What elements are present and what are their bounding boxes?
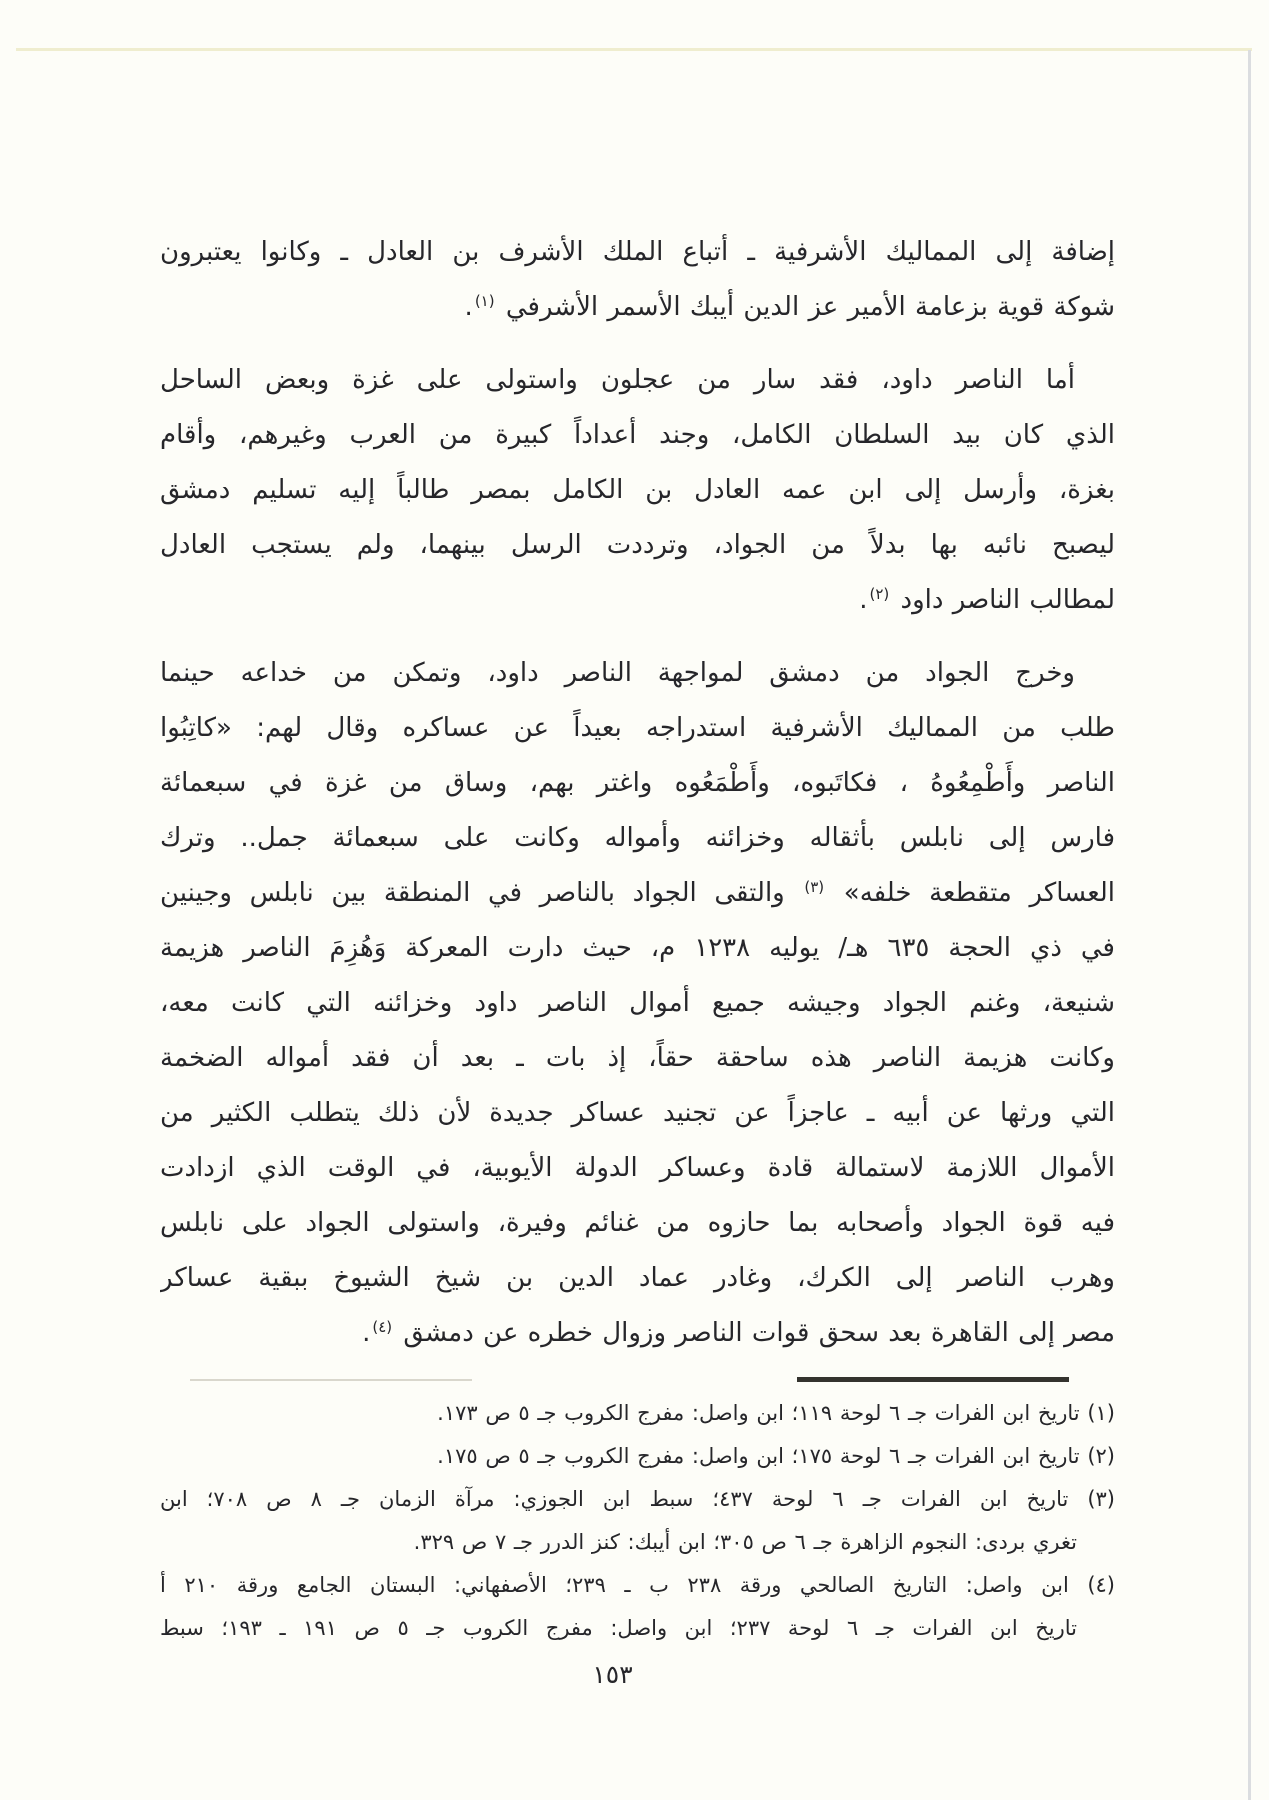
body-text: [160, 225, 1115, 1361]
footnote-3-line-2: تغري بردى: النجوم الزاهرة جـ ٦ ص ٣٠٥؛ ابن أيبك: كنز الدرر جـ ٧ ص ٣٢٩.: [413, 1530, 1077, 1554]
footnote-1: (١) تاريخ ابن الفرات جـ ٦ لوحة ١١٩؛ ابن واصل: مفرج الكروب جـ ٥ ص ١٧٣.: [437, 1401, 1115, 1425]
text-span: العساكر متقطعة خلفه»: [843, 878, 1115, 908]
text-line: التي ورثها عن أبيه ـ عاجزاً عن تجنيد عساكر جديدة لأن ذلك يتطلب الكثير من: [160, 1098, 1115, 1128]
page-edge-top: [16, 48, 1252, 51]
footnote-separator-faint: [190, 1379, 472, 1381]
text-span: شوكة قوية بزعامة الأمير عز الدين أيبك الأسمر الأشرفي: [505, 292, 1115, 322]
text-line: شنيعة، وغنم الجواد وجيشه جميع أموال الناصر داود وخزائنه التي كانت معه،: [160, 988, 1115, 1018]
text-line: ليصبح نائبه بها بدلاً من الجواد، وترددت الرسل بينهما، ولم يستجب العادل: [160, 530, 1115, 560]
text-span: .: [362, 1318, 371, 1348]
text-span: مصر إلى القاهرة بعد سحق قوات الناصر وزوال خطره عن دمشق: [403, 1318, 1115, 1348]
text-line: بغزة، وأرسل إلى ابن عمه العادل بن الكامل بمصر طالباً إليه تسليم دمشق: [160, 475, 1115, 505]
text-line: وهرب الناصر إلى الكرك، وغادر عماد الدين بن شيخ الشيوخ ببقية عساكر: [160, 1263, 1115, 1293]
text-line: فيه قوة الجواد وأصحابه بما حازوه من غنائم وفيرة، واستولى الجواد على نابلس: [160, 1208, 1115, 1238]
footnote-4-line-1: (٤) ابن واصل: التاريخ الصالحي ورقة ٢٣٨ ب ـ ٢٣٩؛ الأصفهاني: البستان الجامع ورقة ٢١٠ أ: [160, 1573, 1115, 1597]
footnotes: [160, 1392, 1115, 1650]
paragraph-3: [160, 646, 1115, 1361]
footnote-separator: [797, 1377, 1069, 1382]
text-span: .: [859, 585, 868, 615]
text-line: [160, 573, 1115, 628]
footnote-2: (٢) تاريخ ابن الفرات جـ ٦ لوحة ١٧٥؛ ابن واصل: مفرج الكروب جـ ٥ ص ١٧٥.: [437, 1444, 1115, 1468]
text-line: طلب من المماليك الأشرفية استدراجه بعيداً عن عساكره وقال لهم: «كاتِبُوا: [160, 713, 1115, 743]
text-line: [160, 280, 1115, 335]
text-line: الذي كان بيد السلطان الكامل، وجند أعداداً كبيرة من العرب وغيرهم، وأقام: [160, 420, 1115, 450]
footnote-ref-4: (٤): [372, 1318, 393, 1336]
text-span: لمطالب الناصر داود: [900, 585, 1115, 615]
text-line: فارس إلى نابلس بأثقاله وخزائنه وأمواله وكانت على سبعمائة جمل.. وترك: [160, 823, 1115, 853]
footnote-3-line-1: (٣) تاريخ ابن الفرات جـ ٦ لوحة ٤٣٧؛ سبط ابن الجوزي: مرآة الزمان جـ ٨ ص ٧٠٨؛ ابن: [160, 1487, 1115, 1511]
paragraph-1: [160, 225, 1115, 335]
text-line: [160, 1306, 1115, 1361]
text-span: والتقى الجواد بالناصر في المنطقة بين نابلس وجينين: [160, 878, 785, 908]
footnote-ref-1: (١): [474, 292, 495, 310]
text-line: الناصر وأَطْمِعُوهُ ، فكاتَبوه، وأَطْمَعُوه واغتر بهم، وساق من غزة في سبعمائة: [160, 768, 1115, 798]
text-line: الأموال اللازمة لاستمالة قادة وعساكر الدولة الأيوبية، في الوقت الذي ازدادت: [160, 1153, 1115, 1183]
page-edge-right: [1248, 50, 1251, 1800]
page-number: ١٥٣: [592, 1660, 633, 1689]
footnote-ref-2: (٢): [869, 585, 890, 603]
footnote-ref-3: (٣): [804, 878, 825, 896]
text-line: في ذي الحجة ٦٣٥ هـ/ يوليه ١٢٣٨ م، حيث دارت المعركة وَهُزِمَ الناصر هزيمة: [160, 933, 1115, 963]
paragraph-2: [160, 353, 1115, 628]
text-line: إضافة إلى المماليك الأشرفية ـ أتباع الملك الأشرف بن العادل ـ وكانوا يعتبرون: [160, 237, 1115, 267]
text-line: أما الناصر داود، فقد سار من عجلون واستولى على غزة وبعض الساحل: [160, 365, 1075, 395]
text-line: وكانت هزيمة الناصر هذه ساحقة حقاً، إذ بات ـ بعد أن فقد أمواله الضخمة: [160, 1043, 1115, 1073]
text-line: وخرج الجواد من دمشق لمواجهة الناصر داود، وتمكن من خداعه حينما: [160, 658, 1075, 688]
footnote-4-line-2: تاريخ ابن الفرات جـ ٦ لوحة ٢٣٧؛ ابن واصل: مفرج الكروب جـ ٥ ص ١٩١ ـ ١٩٣؛ سبط: [160, 1616, 1077, 1640]
text-line: [160, 866, 1115, 921]
text-span: .: [464, 292, 473, 322]
